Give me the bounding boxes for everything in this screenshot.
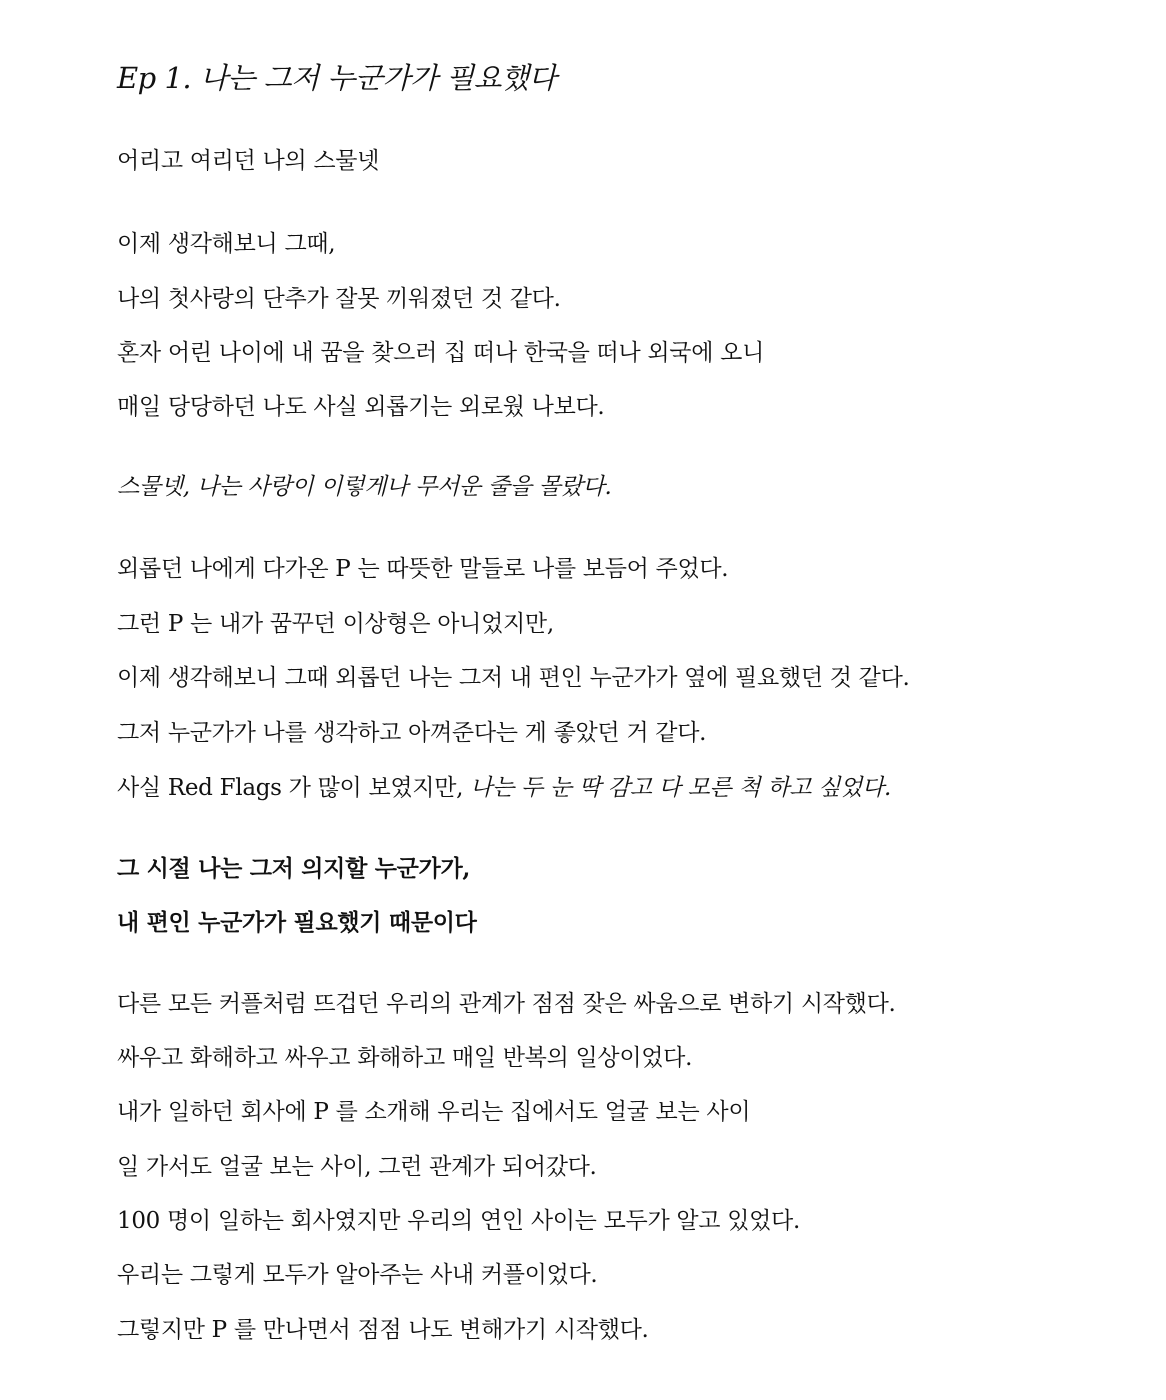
paragraph-line: 혼자 어린 나이에 내 꿈을 찾으러 집 떠나 한국을 떠나 외국에 오니 xyxy=(117,340,764,366)
paragraph-line: 나의 첫사랑의 단추가 잘못 끼워졌던 것 같다. xyxy=(117,286,561,312)
mixed-paragraph-line xyxy=(117,772,891,804)
paragraph-line: 그런 P 는 내가 꿈꾸던 이상형은 아니었지만, xyxy=(117,611,554,637)
paragraph-line: 그렇지만 P 를 만나면서 점점 나도 변해가기 시작했다. xyxy=(117,1317,649,1343)
document-title: Ep 1. 나는 그저 누군가가 필요했다 xyxy=(117,61,557,95)
paragraph-line: 그저 누군가가 나를 생각하고 아껴준다는 게 좋았던 거 같다. xyxy=(117,720,707,746)
bold-line: 내 편인 누군가가 필요했기 때문이다 xyxy=(117,909,477,936)
paragraph-line: 어리고 여리던 나의 스물넷 xyxy=(117,148,380,174)
paragraph-line: 100 명이 일하는 회사였지만 우리의 연인 사이는 모두가 알고 있었다. xyxy=(117,1208,800,1234)
mixed-line-italic: 나는 두 눈 딱 감고 다 모른 척 하고 싶었다. xyxy=(470,775,891,801)
bold-line: 그 시절 나는 그저 의지할 누군가가, xyxy=(117,855,471,882)
paragraph-line: 일 가서도 얼굴 보는 사이, 그런 관계가 되어갔다. xyxy=(117,1154,597,1180)
paragraph-line: 외롭던 나에게 다가온 P 는 따뜻한 말들로 나를 보듬어 주었다. xyxy=(117,556,729,582)
paragraph-line: 매일 당당하던 나도 사실 외롭기는 외로웠 나보다. xyxy=(117,394,605,420)
paragraph-line: 다른 모든 커플처럼 뜨겁던 우리의 관계가 점점 잦은 싸움으로 변하기 시작했다. xyxy=(117,991,896,1017)
paragraph-line: 이제 생각해보니 그때, xyxy=(117,231,336,257)
mixed-line-normal: 사실 Red Flags 가 많이 보였지만, xyxy=(117,775,471,801)
paragraph-line: 이제 생각해보니 그때 외롭던 나는 그저 내 편인 누군가가 옆에 필요했던 것 같다. xyxy=(117,665,910,691)
paragraph-line: 우리는 그렇게 모두가 알아주는 사내 커플이었다. xyxy=(117,1262,598,1288)
paragraph-line: 내가 일하던 회사에 P 를 소개해 우리는 집에서도 얼굴 보는 사이 xyxy=(117,1099,751,1125)
paragraph-line: 싸우고 화해하고 싸우고 화해하고 매일 반복의 일상이었다. xyxy=(117,1045,693,1071)
emphasis-line: 스물넷, 나는 사랑이 이렇게나 무서운 줄을 몰랐다. xyxy=(117,474,612,500)
